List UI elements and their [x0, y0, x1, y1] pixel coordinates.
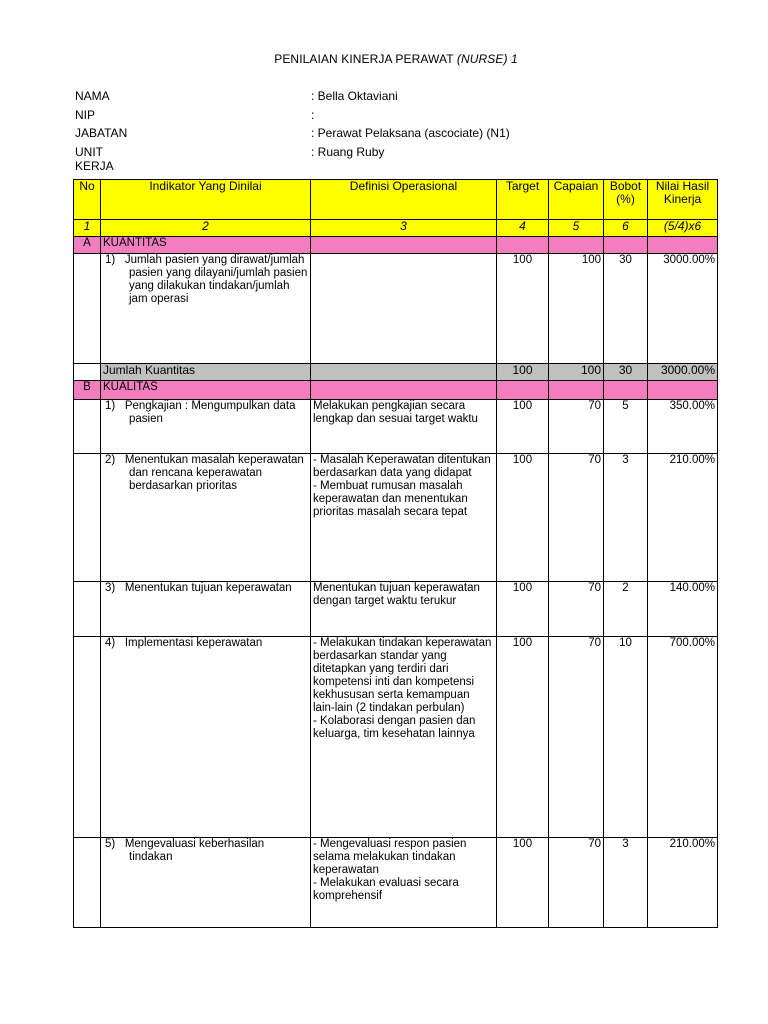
row-indicator-text: Implementasi keperawatan [124, 637, 263, 649]
table-row [74, 254, 718, 364]
row-spacer [74, 838, 101, 928]
col-number: 6 [604, 220, 648, 237]
row-bobot: 30 [604, 254, 648, 364]
row-spacer [74, 582, 101, 637]
info-value: : Perawat Pelaksana (ascociate) (N1) [311, 126, 510, 140]
row-indicator [101, 637, 311, 838]
section-empty [497, 237, 549, 254]
row-indicator-text: Mengevaluasi keberhasilan tindakan [124, 838, 265, 863]
subtotal-bobot: 30 [604, 364, 648, 381]
info-label: NIP [75, 107, 96, 122]
section-empty [604, 381, 648, 400]
row-nilai: 3000.00% [648, 254, 718, 364]
section-letter: B [74, 381, 101, 400]
section-empty [648, 381, 718, 400]
row-definition-text: - Melakukan tindakan keperawatan berdasarkan standar yang ditetapkan yang terdiri dari kompetensi inti dan kompetensi kekhususan serta kemampuan lain-lain (2 tindakan perbulan) - Kolaborasi dengan pasien dan keluarga, tim kesehatan lainnya [313, 637, 492, 740]
section-empty [311, 381, 497, 400]
row-nilai: 210.00% [648, 454, 718, 582]
row-indicator-text: Menentukan tujuan keperawatan [124, 582, 292, 594]
subtotal-nilai: 3000.00% [648, 364, 718, 381]
document-title-main: PENILAIAN KINERJA PERAWAT [274, 52, 457, 66]
row-bobot: 10 [604, 637, 648, 838]
subtotal-label: Jumlah Kuantitas [101, 364, 311, 381]
row-nilai: 350.00% [648, 400, 718, 454]
row-bobot: 2 [604, 582, 648, 637]
row-nilai: 140.00% [648, 582, 718, 637]
col-number: 3 [311, 220, 497, 237]
row-nilai: 700.00% [648, 637, 718, 838]
row-bobot: 5 [604, 400, 648, 454]
performance-table [73, 179, 718, 928]
section-empty [604, 237, 648, 254]
row-target: 100 [497, 254, 549, 364]
info-value: : Ruang Ruby [311, 144, 385, 159]
header-bobot: Bobot (%) [604, 180, 648, 220]
row-indicator [101, 838, 311, 928]
row-target: 100 [497, 454, 549, 582]
row-target: 100 [497, 637, 549, 838]
info-label: NAMA [75, 89, 110, 103]
info-label: UNIT KERJA [75, 144, 114, 173]
row-no: 1) [105, 254, 116, 266]
row-definition [311, 637, 497, 838]
row-capaian: 70 [549, 582, 604, 637]
subtotal-row [74, 364, 718, 381]
section-row-kualitas [74, 381, 718, 400]
section-empty [648, 237, 718, 254]
row-target: 100 [497, 582, 549, 637]
row-indicator [101, 254, 311, 364]
row-capaian: 70 [549, 400, 604, 454]
subtotal-empty [311, 364, 497, 381]
row-spacer [74, 454, 101, 582]
row-indicator [101, 582, 311, 637]
row-indicator [101, 454, 311, 582]
table-row [74, 582, 718, 637]
row-definition [311, 838, 497, 928]
row-no: 4) [105, 637, 116, 649]
table-row [74, 454, 718, 582]
row-definition-text: - Masalah Keperawatan ditentukan berdasarkan data yang didapat - Membuat rumusan masalah keperawatan dan menentukan prioritas masalah secara tepat [313, 454, 491, 518]
row-capaian: 70 [549, 838, 604, 928]
row-definition-text: Menentukan tujuan keperawatan dengan target waktu terukur [313, 582, 480, 607]
row-spacer [74, 364, 101, 381]
header-definisi: Definisi Operasional [311, 180, 497, 220]
row-indicator-text: Menentukan masalah keperawatan dan rencana keperawatan berdasarkan prioritas [124, 454, 304, 492]
row-capaian: 70 [549, 637, 604, 838]
subtotal-target: 100 [497, 364, 549, 381]
row-nilai: 210.00% [648, 838, 718, 928]
header-capaian: Capaian [549, 180, 604, 220]
section-letter: A [74, 237, 101, 254]
row-no: 5) [105, 838, 116, 850]
header-indikator: Indikator Yang Dinilai [101, 180, 311, 220]
col-number: 5 [549, 220, 604, 237]
row-spacer [74, 254, 101, 364]
row-target: 100 [497, 838, 549, 928]
row-no: 3) [105, 582, 116, 594]
table-row [74, 637, 718, 838]
info-value: : [311, 107, 315, 122]
row-capaian: 70 [549, 454, 604, 582]
row-bobot: 3 [604, 838, 648, 928]
info-label: JABATAN [75, 126, 128, 140]
row-definition [311, 254, 497, 364]
row-no: 1) [105, 400, 116, 412]
section-empty [311, 237, 497, 254]
row-definition [311, 582, 497, 637]
header-row [74, 180, 718, 220]
col-number: 1 [74, 220, 101, 237]
document-title [0, 52, 768, 66]
row-definition-text: - Mengevaluasi respon pasien selama melakukan tindakan keperawatan - Melakukan evaluasi secara komprehensif [313, 838, 467, 902]
subtotal-capaian: 100 [549, 364, 604, 381]
table-row [74, 400, 718, 454]
row-no: 2) [105, 454, 116, 466]
row-indicator-text: Jumlah pasien yang dirawat/jumlah pasien yang dilayani/jumlah pasien yang dilakukan tindakan/jumlah jam operasi [124, 254, 308, 305]
row-indicator [101, 400, 311, 454]
row-target: 100 [497, 400, 549, 454]
column-number-row [74, 220, 718, 237]
header-target: Target [497, 180, 549, 220]
row-capaian: 100 [549, 254, 604, 364]
section-empty [549, 381, 604, 400]
row-indicator-text: Pengkajian : Mengumpulkan data pasien [124, 400, 296, 425]
row-definition-text: Melakukan pengkajian secara lengkap dan sesuai target waktu [313, 400, 478, 425]
section-empty [497, 381, 549, 400]
row-definition [311, 400, 497, 454]
header-nilai: Nilai Hasil Kinerja [648, 180, 718, 220]
col-number: 2 [101, 220, 311, 237]
row-spacer [74, 400, 101, 454]
section-label: KUALITAS [101, 381, 311, 400]
col-number: (5/4)x6 [648, 220, 718, 237]
row-bobot: 3 [604, 454, 648, 582]
col-number: 4 [497, 220, 549, 237]
row-definition [311, 454, 497, 582]
section-empty [549, 237, 604, 254]
table-row [74, 838, 718, 928]
section-label: KUANTITAS [101, 237, 311, 254]
info-value: : Bella Oktaviani [311, 89, 398, 103]
section-row-kuantitas [74, 237, 718, 254]
header-no: No [74, 180, 101, 220]
row-spacer [74, 637, 101, 838]
document-title-italic: (NURSE) 1 [456, 52, 518, 66]
